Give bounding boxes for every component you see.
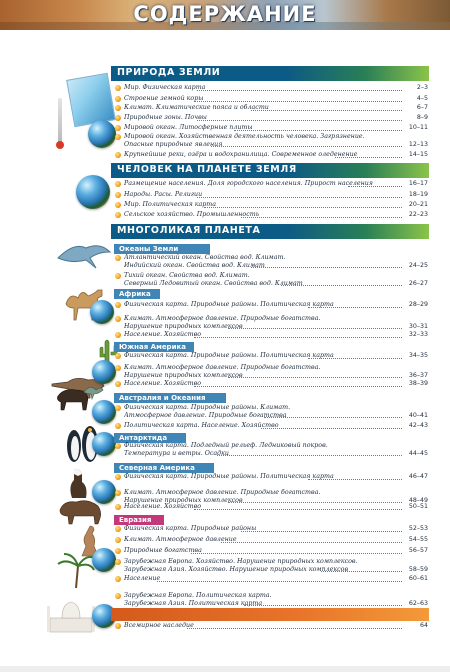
bird-picture (82, 382, 104, 400)
page-number: 26–27 (408, 279, 428, 287)
toc-entry[interactable] (124, 114, 430, 122)
leader-dots (194, 386, 402, 387)
page-number: 52–53 (408, 525, 428, 532)
bullet-icon (115, 490, 121, 496)
globe-icon (88, 120, 116, 148)
toc-entry[interactable] (124, 352, 430, 360)
bullet-icon (115, 134, 121, 140)
sublabel-australia: Австралия и Океания (114, 393, 226, 403)
page-number: 62–63 (408, 599, 428, 607)
leader-dots (308, 307, 402, 308)
entry-title: Климат. Климатические пояса и области (124, 104, 269, 111)
palm-picture (56, 552, 96, 588)
toc-entry[interactable] (124, 254, 430, 269)
toc-entry[interactable] (124, 364, 430, 379)
page-number: 36–37 (408, 371, 428, 379)
leader-dots (197, 197, 402, 198)
entry-title: Мировой океан. Литосферные плиты (124, 124, 253, 131)
entry-title: Атлантический океан. Свойства вод. Климат. (124, 254, 286, 261)
page-number: 2–3 (416, 84, 428, 91)
entry-title: Политическая карта. Население. Хозяйство (124, 422, 279, 429)
toc-entry[interactable] (124, 473, 430, 481)
entry-title: Природные зоны. Почвы (124, 114, 207, 121)
entry-title: Мир. Политическая карта (124, 201, 217, 208)
page-number: 42–43 (408, 422, 428, 429)
entry-title: Крупнейшие реки, озёра и водохранилища. Современное оледенение (124, 151, 358, 158)
entry-title: Физическая карта. Природные районы. Политическая карта (124, 473, 334, 480)
bullet-icon (115, 623, 121, 629)
leader-dots (187, 628, 402, 629)
bullet-icon (115, 115, 121, 121)
page-number: 40–41 (408, 411, 428, 419)
toc-entry[interactable] (124, 95, 430, 103)
entry-title-line2: Зарубежная Азия. Хозяйство. Нарушение природных комплексов (124, 565, 349, 573)
entry-title: Население. Хозяйство (124, 380, 202, 387)
entry-title: Мир. Физическая карта (124, 84, 206, 91)
leader-dots (244, 605, 402, 606)
leader-dots (157, 581, 402, 582)
entry-title: Население. Хозяйство (124, 503, 202, 510)
globe-icon (92, 400, 116, 424)
entry-title-line2: Температура и ветры. Осадки (124, 449, 229, 457)
toc-entry[interactable] (124, 489, 430, 504)
sublabel-south-america: Южная Америка (114, 342, 194, 352)
leader-dots (348, 186, 402, 187)
page-number: 24–25 (408, 261, 428, 269)
bullet-icon (115, 537, 121, 543)
entry-title-line2: Зарубежная Азия. Политическая карта (124, 599, 263, 607)
leader-dots (241, 217, 402, 218)
entry-title-line2: Нарушение природных комплексов (124, 371, 243, 379)
entry-title: Физическая карта. Природные районы. Климат. (124, 404, 291, 411)
entry-title: Строение земной коры (124, 95, 204, 102)
bullet-icon (115, 332, 121, 338)
leader-dots (321, 571, 402, 572)
toc-entry[interactable] (124, 547, 430, 555)
sublabel-eurasia: Евразия (114, 515, 164, 525)
footer-strip (0, 666, 450, 672)
bullet-icon (115, 192, 121, 198)
footer-banner (111, 608, 429, 621)
bullet-icon (115, 302, 121, 308)
bullet-icon (115, 273, 121, 279)
globe-icon (92, 360, 116, 384)
toc-entry[interactable] (124, 380, 430, 388)
toc-entry[interactable] (124, 575, 430, 583)
bullet-icon (115, 423, 121, 429)
toc-entry[interactable] (124, 503, 430, 511)
page-number: 58–59 (408, 565, 428, 573)
entry-title: Народы. Расы. Религии (124, 191, 203, 198)
bullet-icon (115, 202, 121, 208)
entry-title: Климат. Атмосферное давление. Природные богатства. (124, 489, 321, 496)
bullet-icon (115, 504, 121, 510)
section-title: МНОГОЛИКАЯ ПЛАНЕТА (117, 225, 261, 236)
section-banner-nature (111, 66, 429, 81)
bullet-icon (115, 548, 121, 554)
page-number: 30–31 (408, 322, 428, 330)
section-banner-people (111, 163, 429, 178)
toc-entry[interactable] (124, 622, 430, 630)
leader-dots (194, 337, 402, 338)
toc-entry[interactable] (124, 211, 430, 219)
bullet-icon (115, 105, 121, 111)
sublabel-oceans: Океаны Земли (114, 244, 210, 254)
entry-title-line2: Нарушение природных комплексов (124, 496, 243, 504)
entry-title: Зарубежная Европа. Хозяйство. Нарушение природных комплексов. (124, 558, 358, 565)
leader-dots (217, 455, 402, 456)
toc-entry[interactable] (124, 301, 430, 309)
globe-icon (92, 432, 116, 456)
page-number: 60–61 (408, 575, 428, 582)
manta-ray-picture (56, 238, 112, 270)
page-number: 50–51 (408, 503, 428, 510)
bullet-icon (115, 181, 121, 187)
entry-title: Тихий океан. Свойства вод. Климат. (124, 272, 250, 279)
entry-title-line2: Опасные природные явления (124, 140, 223, 148)
leader-dots (308, 358, 402, 359)
leader-dots (251, 110, 402, 111)
page-number: 34–35 (408, 352, 428, 359)
entry-title: Климат. Атмосферное давление (124, 536, 237, 543)
bullet-icon (115, 125, 121, 131)
entry-title: Мировой океан. Хозяйственная деятельность человека. Загрязнение. (124, 133, 365, 140)
entry-title-line2: Атмосферное давление. Природные богатства (124, 411, 287, 419)
page-number: 6–7 (416, 104, 428, 111)
entry-title-line2: Индийский океан. Свойства вод. Климат (124, 261, 265, 269)
bullet-icon (115, 152, 121, 158)
toc-entry[interactable] (124, 133, 430, 148)
bullet-icon (115, 405, 121, 411)
entry-title-line2: Нарушение природных комплексов (124, 322, 243, 330)
entry-title: Климат. Атмосферное давление. Природные богатства. (124, 364, 321, 371)
leader-dots (204, 207, 402, 208)
toc-entry[interactable] (124, 124, 430, 132)
entry-title: Природные богатства (124, 547, 202, 554)
leader-dots (251, 267, 402, 268)
toc-entry[interactable] (124, 272, 430, 287)
toc-entry[interactable] (124, 201, 430, 209)
leader-dots (281, 285, 402, 286)
sublabel-antarctica: Антарктида (114, 433, 186, 443)
entry-title: Физическая карта. Подледный рельеф. Ледниковый покров. (124, 442, 328, 449)
page-number: 18–19 (408, 191, 428, 198)
leader-dots (197, 120, 402, 121)
page-number: 56–57 (408, 547, 428, 554)
entry-title: Физическая карта. Природные районы. Политическая карта (124, 352, 334, 359)
page-number: 32–33 (408, 331, 428, 338)
entry-title: Размещение населения. Доля городского населения. Прирост населения (124, 180, 373, 187)
toc-entry[interactable] (124, 592, 430, 607)
leader-dots (221, 542, 402, 543)
leader-dots (234, 130, 402, 131)
leader-dots (194, 101, 402, 102)
taj-mahal-picture (44, 596, 98, 634)
sublabel-africa: Африка (114, 289, 160, 299)
toc-entry[interactable] (124, 525, 430, 533)
page-number: 10–11 (408, 124, 428, 131)
section-title: ПРИРОДА ЗЕМЛИ (117, 67, 221, 78)
bullet-icon (115, 593, 121, 599)
toc-entry[interactable] (124, 558, 430, 573)
page-number: 22–23 (408, 211, 428, 218)
bullet-icon (115, 443, 121, 449)
page-number: 8–9 (416, 114, 428, 121)
page-number: 64 (419, 622, 428, 629)
toc-entry[interactable] (124, 84, 430, 92)
toc-entry[interactable] (124, 442, 430, 457)
entry-title: Всемирное наследие (124, 622, 194, 629)
entry-title-line2: Северный Ледовитый океан. Свойства вод. Климат (124, 279, 303, 287)
leader-dots (308, 479, 402, 480)
toc-entry[interactable] (124, 315, 430, 330)
page-number: 28–29 (408, 301, 428, 308)
leader-dots (261, 428, 402, 429)
toc-entry[interactable] (124, 331, 430, 339)
bullet-icon (115, 316, 121, 322)
globe-icon (76, 175, 110, 209)
globe-icon (92, 480, 116, 504)
toc-entry[interactable] (124, 151, 430, 159)
toc-entry[interactable] (124, 422, 430, 430)
globe-icon (90, 300, 114, 324)
page-header (0, 0, 450, 30)
bullet-icon (115, 353, 121, 359)
page-number: 38–39 (408, 380, 428, 387)
bullet-icon (115, 85, 121, 91)
leader-dots (191, 553, 402, 554)
page-number: 16–17 (408, 180, 428, 187)
entry-title: Зарубежная Европа. Политическая карта. (124, 592, 272, 599)
toc-entry[interactable] (124, 404, 430, 419)
toc-entry[interactable] (124, 104, 430, 112)
page-number: 46–47 (408, 473, 428, 480)
page-number: 14–15 (408, 151, 428, 158)
thermometer-picture (58, 98, 62, 144)
page-number: 44–45 (408, 449, 428, 457)
toc-entry[interactable] (124, 180, 430, 188)
entry-title: Население (124, 575, 161, 582)
entry-title: Сельское хозяйство. Промышленность (124, 211, 260, 218)
toc-entry[interactable] (124, 191, 430, 199)
page-number: 4–5 (416, 95, 428, 102)
globe-icon (92, 548, 116, 572)
bullet-icon (115, 526, 121, 532)
leader-dots (197, 90, 402, 91)
leader-dots (335, 157, 402, 158)
leader-dots (264, 417, 402, 418)
world-map-picture (66, 73, 116, 128)
bullet-icon (115, 255, 121, 261)
entry-title: Физическая карта. Природные районы. Политическая карта (124, 301, 334, 308)
bullet-icon (115, 381, 121, 387)
leader-dots (228, 328, 403, 329)
entry-title: Физическая карта. Природные районы (124, 525, 257, 532)
bullet-icon (115, 576, 121, 582)
leader-dots (211, 146, 402, 147)
bullet-icon (115, 365, 121, 371)
bullet-icon (115, 474, 121, 480)
bullet-icon (115, 96, 121, 102)
bullet-icon (115, 212, 121, 218)
page-title: СОДЕРЖАНИЕ (133, 2, 317, 26)
page-number: 12–13 (408, 140, 428, 148)
toc-entry[interactable] (124, 536, 430, 544)
section-title: ЧЕЛОВЕК НА ПЛАНЕТЕ ЗЕМЛЯ (117, 164, 297, 175)
entry-title: Климат. Атмосферное давление. Природные богатства. (124, 315, 321, 322)
leader-dots (228, 377, 403, 378)
page-number: 54–55 (408, 536, 428, 543)
sublabel-north-america: Северная Америка (114, 463, 214, 473)
bullet-icon (115, 559, 121, 565)
section-banner-planet (111, 224, 429, 239)
leader-dots (241, 531, 402, 532)
leader-dots (194, 509, 402, 510)
entry-title: Население. Хозяйство (124, 331, 202, 338)
page-number: 20–21 (408, 201, 428, 208)
page-number: 48–49 (408, 496, 428, 504)
